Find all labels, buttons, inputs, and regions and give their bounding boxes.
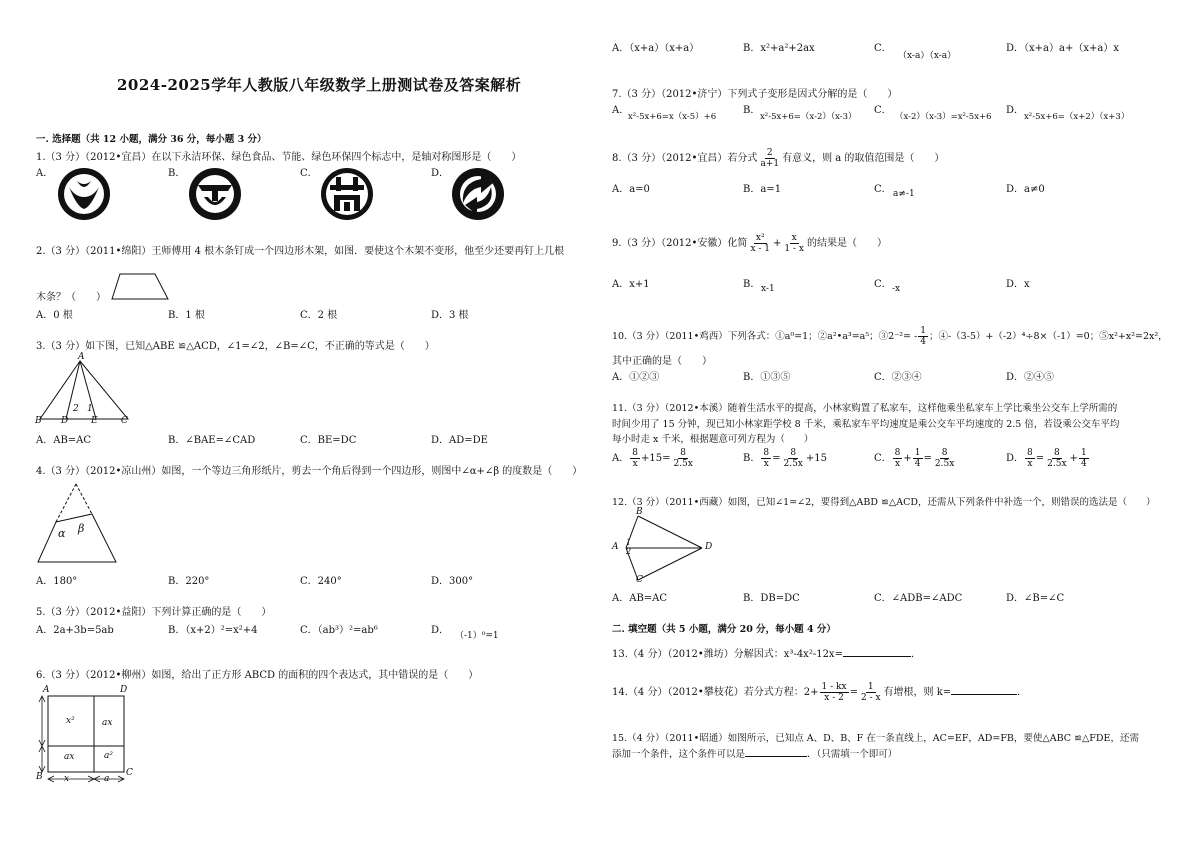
q11-c-op2: = xyxy=(923,453,932,464)
q9-stem-end: 的结果是（ ） xyxy=(806,238,887,249)
q11-d-n3: 1 xyxy=(1080,448,1087,458)
q11-b-d1: x xyxy=(763,459,769,469)
fig6-cell-x2: x² xyxy=(66,716,75,726)
q11-c-frac-2 xyxy=(913,448,923,469)
q11-b-frac-2 xyxy=(781,448,804,469)
q11-c-n3: 8 xyxy=(941,448,948,458)
green-food-logo-icon xyxy=(188,167,242,221)
q9-option-d[interactable]: D．x xyxy=(1006,279,1030,290)
q11-a-label: A． xyxy=(612,453,630,464)
q11-a-op: +15= xyxy=(640,453,671,464)
q11-c-d2: 4 xyxy=(914,459,921,469)
q11-option-d[interactable] xyxy=(1006,448,1090,469)
q11-d-label: D． xyxy=(1006,453,1025,464)
fig6-label-b: B xyxy=(36,772,43,782)
question-2-stem: 2.（3 分）（2011•绵阳）王师傅用 4 根木条钉成一个四边形木架，如图．要使这个木架不变形，他至少还要再钉上几根 xyxy=(36,246,565,257)
q7-option-d[interactable]: D． xyxy=(1006,105,1025,116)
fig12-label-b: B xyxy=(636,507,643,517)
q6-option-c[interactable]: C． xyxy=(874,43,892,54)
q11-a-n1: 8 xyxy=(632,448,638,458)
q9-option-c-expr: -x xyxy=(892,284,901,294)
question-15-line-1: 15.（4 分）（2011•昭通）如图所示，已知点 A、D、B、F 在一条直线上，AC=EF，AD=FB，要使△ABC ≌△FDE，还需 xyxy=(612,733,1139,744)
fig6-label-d: D xyxy=(120,685,128,695)
q11-d-op: = xyxy=(1035,453,1045,464)
q9-numerator-1: x² xyxy=(755,233,765,243)
fig6-label-a: A xyxy=(43,685,50,695)
q14-denominator-2: 2 - x xyxy=(860,693,881,703)
fig3-label-e: E xyxy=(91,416,98,426)
q3-option-d[interactable]: D．AD=DE xyxy=(431,435,488,446)
q4-option-a[interactable]: A．180° xyxy=(36,576,78,587)
fig12-label-2: 2 xyxy=(626,547,632,556)
q5-option-d[interactable]: D． xyxy=(431,625,450,636)
q14-numerator-2: 1 xyxy=(867,682,874,692)
fig6-cell-ax-top: ax xyxy=(102,718,113,728)
q4-option-c[interactable]: C．240° xyxy=(300,576,342,587)
q7-option-b[interactable]: B． xyxy=(743,105,761,116)
q1-option-a[interactable]: A． xyxy=(36,168,54,179)
fig3-label-b: B xyxy=(35,416,42,426)
q6-option-b[interactable]: B．x²+a²+2ax xyxy=(743,43,815,54)
q10-stem-start: 10.（3 分）（2011•鸡西）下列各式：①a⁰=1；②a²•a³=a⁵；③2⁻²= - xyxy=(612,331,918,342)
q14-stem-start: 14.（4 分）（2012•攀枝花）若分式方程：2+ xyxy=(612,687,819,698)
q11-c-n1: 8 xyxy=(894,448,901,458)
fig6-bottom-x: x xyxy=(64,774,70,784)
q8-option-d[interactable]: D．a≠0 xyxy=(1006,184,1045,195)
fig3-label-d: D xyxy=(61,416,69,426)
q7-option-a-expr: x²-5x+6=x（x-5）+6 xyxy=(628,112,717,122)
q5-option-c[interactable]: C．（ab³）²=ab⁶ xyxy=(300,625,378,636)
q10-option-d[interactable]: D．②④⑤ xyxy=(1006,372,1055,383)
q8-option-c[interactable]: C． xyxy=(874,184,892,195)
question-13-stem xyxy=(612,645,921,660)
q8-denominator: a+1 xyxy=(760,159,780,169)
q15-tail: ．（只需填一个即可） xyxy=(807,749,898,760)
page-title: 2024-2025学年人教版八年级数学上册测试卷及答案解析 xyxy=(117,76,522,94)
q4-option-b[interactable]: B．220° xyxy=(168,576,210,587)
q3-option-a[interactable]: A．AB=AC xyxy=(36,435,92,446)
fig12-label-a: A xyxy=(612,542,619,552)
q11-a-n2: 8 xyxy=(680,448,687,458)
q11-d-n2: 8 xyxy=(1053,448,1060,458)
section-choice-heading: 一. 选择题（共 12 小题，满分 36 分，每小题 3 分） xyxy=(36,134,267,145)
q10-stem-end: ；④-（3-5）+（-2）⁴÷8×（-1）=0；⑤x²+x²=2x²， xyxy=(928,331,1168,342)
square-abcd-figure xyxy=(38,690,138,786)
fig4-label-beta: β xyxy=(78,522,85,535)
question-10-stem xyxy=(612,326,1168,347)
q14-fraction-2 xyxy=(859,682,883,703)
fig3-label-a: A xyxy=(78,352,85,362)
q12-option-c[interactable]: C．∠ADB=∠ADC xyxy=(874,593,963,604)
q8-option-b[interactable]: B．a=1 xyxy=(743,184,782,195)
q4-option-d[interactable]: D．300° xyxy=(431,576,474,587)
q12-option-b[interactable]: B．DB=DC xyxy=(743,593,800,604)
question-9-stem xyxy=(612,233,887,254)
q8-stem-start: 8.（3 分）（2012•宜昌）若分式 xyxy=(612,153,758,164)
q11-c-frac-1 xyxy=(893,448,903,469)
q11-a-frac-2 xyxy=(671,448,694,469)
q11-b-d2: 2.5x xyxy=(783,459,803,469)
fig6-label-c: C xyxy=(126,768,133,778)
q3-option-b[interactable]: B．∠BAE=∠CAD xyxy=(168,435,256,446)
q9-stem-start: 9.（3 分）（2012•安徽）化简 xyxy=(612,238,748,249)
q11-b-label: B． xyxy=(743,453,761,464)
q11-a-d2: 2.5x xyxy=(673,459,693,469)
q11-option-b[interactable] xyxy=(743,448,827,469)
q2-option-c[interactable]: C．2 根 xyxy=(300,310,338,321)
q12-option-a[interactable]: A．AB=AC xyxy=(612,593,668,604)
q11-d-d2: 2.5x xyxy=(1047,459,1067,469)
q7-option-a[interactable]: A． xyxy=(612,105,630,116)
q14-tail: ． xyxy=(1017,687,1028,698)
fig3-label-2: 2 xyxy=(73,404,79,414)
q15-line-2-text: 添加一个条件，这个条件可以是 xyxy=(612,749,746,760)
q14-fraction-1 xyxy=(820,682,849,703)
q5-option-a[interactable]: A．2a+3b=5ab xyxy=(36,625,114,636)
q11-d-frac-3 xyxy=(1079,448,1089,469)
quadrilateral-frame-figure xyxy=(110,272,170,302)
q14-numerator-1: 1 - kx xyxy=(821,682,847,692)
question-15-line-2 xyxy=(612,746,897,760)
q13-answer-blank[interactable] xyxy=(843,656,911,657)
q7-option-b-expr: x²-5x+6=（x-2）（x-3） xyxy=(760,112,857,122)
q10-option-c[interactable]: C．②③④ xyxy=(874,372,922,383)
q10-denominator: 4 xyxy=(920,337,926,347)
q13-stem-text: 13.（4 分）（2012•潍坊）分解因式：x³-4x²-12x= xyxy=(612,649,843,660)
question-12-stem: 12.（3 分）（2011•西藏）如图，已知∠1=∠2，要得到△ABD ≌△ACD，还需从下列条件中补选一个，则错误的选法是（ ） xyxy=(612,497,1156,508)
question-10-stem-cont: 其中正确的是（ ） xyxy=(612,356,712,367)
energy-saving-logo-icon xyxy=(320,167,374,221)
q1-option-c[interactable]: C． xyxy=(300,168,318,179)
fig6-bottom-a: a xyxy=(104,774,110,784)
q11-c-n2: 1 xyxy=(914,448,921,458)
q11-c-label: C． xyxy=(874,453,892,464)
q6-option-a[interactable]: A．（x+a）（x+a） xyxy=(612,43,700,54)
q6-option-d[interactable]: D．（x+a）a+（x+a）x xyxy=(1006,43,1119,54)
fig12-label-d: D xyxy=(705,542,713,552)
question-8-stem xyxy=(612,148,944,169)
question-11-line-1: 11.（3 分）（2012•本溪）随着生活水平的提高，小林家购置了私家车，这样他乘坐私家车上学比乘坐公交车上学所需的 xyxy=(612,403,1118,414)
q5-option-b[interactable]: B．（x+2）²=x²+4 xyxy=(168,625,258,636)
q8-option-a[interactable]: A．a=0 xyxy=(612,184,650,195)
recycle-logo-icon xyxy=(57,167,111,221)
q11-b-frac-1 xyxy=(761,448,771,469)
q14-denominator-1: x - 2 xyxy=(824,693,844,703)
question-5-stem: 5.（3 分）（2012•益阳）下列计算正确的是（ ） xyxy=(36,607,272,618)
q11-d-frac-1 xyxy=(1025,448,1035,469)
q9-fraction-1 xyxy=(748,233,772,254)
q12-option-d[interactable]: D．∠B=∠C xyxy=(1006,593,1065,604)
q14-equals: = xyxy=(849,687,858,698)
fig3-label-1: 1 xyxy=(87,404,93,414)
q11-d-frac-2 xyxy=(1045,448,1068,469)
q11-a-d1: x xyxy=(632,459,638,469)
fig4-label-alpha: α xyxy=(58,527,66,540)
q2-option-d[interactable]: D．3 根 xyxy=(431,310,469,321)
fig12-label-c: C xyxy=(636,575,643,585)
q2-option-a[interactable]: A．0 根 xyxy=(36,310,73,321)
question-2-stem-cont: 木条？（ ） xyxy=(36,292,106,303)
q11-c-op: + xyxy=(903,453,912,464)
q2-option-b[interactable]: B．1 根 xyxy=(168,310,205,321)
q11-option-a[interactable] xyxy=(612,448,696,469)
question-7-stem: 7.（3 分）（2012•济宁）下列式子变形是因式分解的是（ ） xyxy=(612,89,898,100)
q15-answer-blank[interactable] xyxy=(745,756,807,757)
q11-c-frac-3 xyxy=(933,448,956,469)
question-11-line-2: 时间少用了 15 分钟，现已知小林家距学校 8 千米，乘私家车平均速度是乘公交车平均速度的 2.5 倍，若设乘公交车平均 xyxy=(612,419,1120,430)
fig6-cell-ax-bottom: ax xyxy=(64,752,75,762)
q11-b-op: = xyxy=(772,453,781,464)
q9-plus: + xyxy=(773,238,782,249)
q1-option-b[interactable]: B． xyxy=(168,168,186,179)
q5-option-d-expr: （-1）⁰=1 xyxy=(455,631,499,641)
section-fill-heading: 二. 填空题（共 5 小题，满分 20 分，每小题 4 分） xyxy=(612,624,836,635)
q1-option-d[interactable]: D． xyxy=(431,168,450,179)
q11-c-d1: x xyxy=(894,459,901,469)
q6-option-c-expr: （x-a）（x-a） xyxy=(898,51,957,61)
question-1-stem: 1.（3 分）（2012•宜昌）在以下永洁环保、绿色食品、节能、绿色环保四个标志中，是轴对称图形是（ ） xyxy=(36,152,522,163)
q8-option-c-expr: a≠-1 xyxy=(893,189,915,199)
q8-numerator: 2 xyxy=(766,148,773,158)
q7-option-c-expr: （x-2）（x-3）=x²-5x+6 xyxy=(895,112,992,122)
q14-stem-end: 有增根，则 k= xyxy=(883,687,952,698)
q11-d-n1: 8 xyxy=(1027,448,1033,458)
q10-fraction xyxy=(918,326,928,347)
question-6-stem: 6.（3 分）（2012•柳州）如图，给出了正方形 ABCD 的面积的四个表达式，其中错误的是（ ） xyxy=(36,670,479,681)
q11-option-c[interactable] xyxy=(874,448,957,469)
q9-denominator-2: 1 - x xyxy=(784,244,804,254)
q9-denominator-1: x - 1 xyxy=(750,244,771,254)
q11-d-d3: 4 xyxy=(1080,459,1087,469)
question-3-stem: 3.（3 分）如下图，已知△ABE ≌△ACD，∠1=∠2，∠B=∠C，不正确的等式是（ ） xyxy=(36,341,435,352)
q7-option-d-expr: x²-5x+6=（x+2）（x+3） xyxy=(1024,112,1130,122)
q9-option-b[interactable]: B． xyxy=(743,279,761,290)
q10-option-b[interactable]: B．①③⑤ xyxy=(743,372,791,383)
q11-d-op2: + xyxy=(1069,453,1078,464)
fig3-label-c: C xyxy=(121,416,128,426)
fig12-label-1: 1 xyxy=(626,538,632,547)
q11-d-d1: x xyxy=(1027,459,1033,469)
q7-option-c[interactable]: C． xyxy=(874,105,892,116)
q10-option-a[interactable]: A．①②③ xyxy=(612,372,660,383)
q11-a-frac-1 xyxy=(630,448,640,469)
q9-option-c[interactable]: C． xyxy=(874,279,892,290)
q11-b-n1: 8 xyxy=(763,448,770,458)
q3-option-c[interactable]: C．BE=DC xyxy=(300,435,357,446)
q9-fraction-2 xyxy=(782,233,806,254)
q9-option-b-expr: x-1 xyxy=(761,284,775,294)
q9-option-a[interactable]: A．x+1 xyxy=(612,279,650,290)
fig6-cell-a2: a² xyxy=(104,751,113,761)
q11-c-d3: 2.5x xyxy=(934,459,955,469)
q13-tail: ． xyxy=(910,649,921,660)
question-11-line-3: 每小时走 x 千米，根据题意可列方程为（ ） xyxy=(612,434,814,445)
q8-fraction xyxy=(758,148,781,169)
question-14-stem xyxy=(612,682,1027,703)
green-environment-logo-icon xyxy=(451,167,505,221)
question-4-stem: 4.（3 分）（2012•凉山州）如图，一个等边三角形纸片，剪去一个角后得到一个四边形，则图中∠α+∠β 的度数是（ ） xyxy=(36,466,583,477)
q9-numerator-2: x xyxy=(791,233,797,243)
q14-answer-blank[interactable] xyxy=(951,694,1017,695)
q8-stem-end: 有意义，则 a 的取值范围是（ ） xyxy=(782,153,945,164)
q11-b-tail: +15 xyxy=(805,453,827,464)
q10-numerator: 1 xyxy=(920,326,926,336)
q11-b-n2: 8 xyxy=(790,448,797,458)
